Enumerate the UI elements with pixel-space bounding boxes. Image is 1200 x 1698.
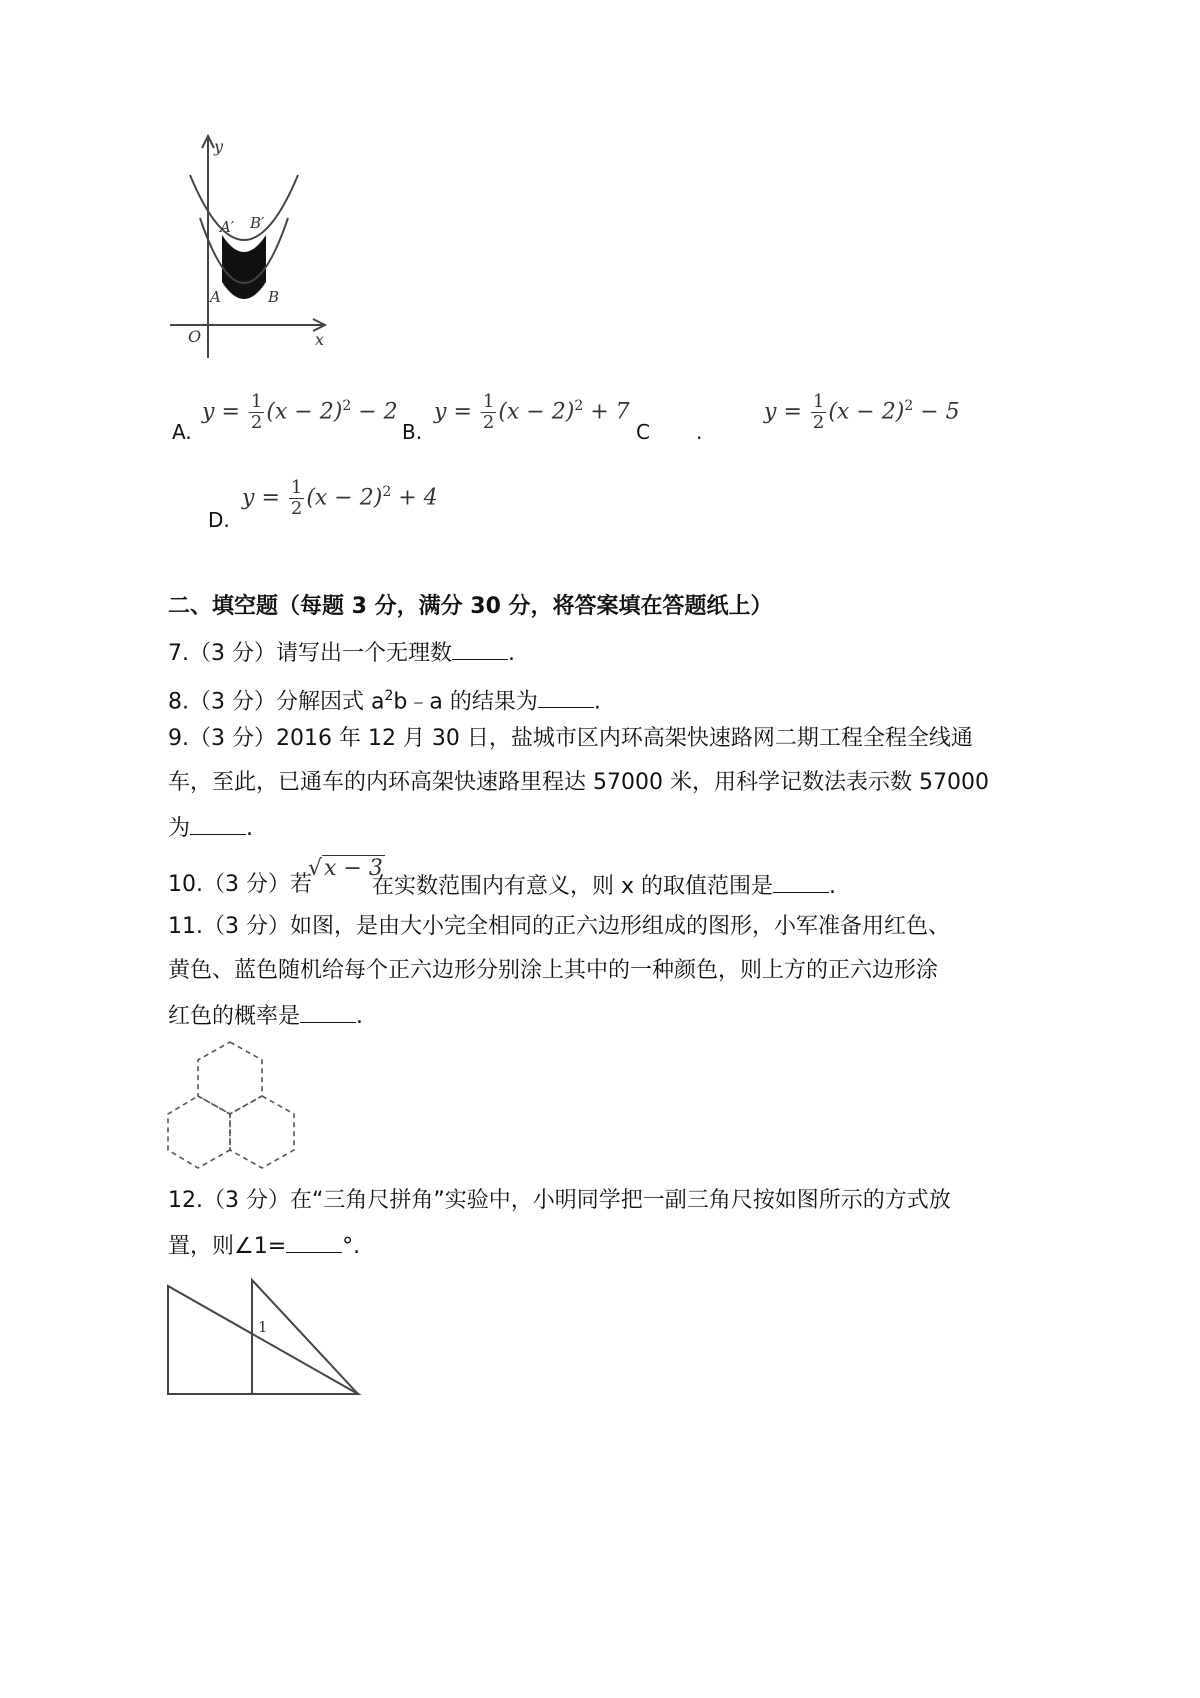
question-11-text: 红色的概率是 bbox=[168, 1004, 301, 1029]
answer-blank bbox=[538, 685, 594, 708]
answer-blank bbox=[286, 1230, 342, 1253]
origin-label: O bbox=[188, 327, 202, 346]
question-7-end: . bbox=[507, 641, 515, 666]
point-b-prime-label: B′ bbox=[250, 214, 265, 232]
option-b-equation bbox=[434, 392, 630, 433]
answer-blank bbox=[452, 637, 508, 660]
denominator: 2 bbox=[812, 412, 825, 433]
option-a-label: A. bbox=[172, 420, 192, 444]
question-10 bbox=[168, 870, 312, 900]
question-12-text: 置，则∠1= bbox=[168, 1234, 287, 1259]
answer-blank bbox=[773, 870, 829, 893]
bottom-right-hexagon bbox=[230, 1096, 294, 1168]
eq-tail: + 4 bbox=[391, 485, 438, 511]
numerator: 1 bbox=[812, 391, 825, 412]
option-c bbox=[636, 420, 650, 444]
eq-tail: + 7 bbox=[583, 399, 630, 425]
numerator: 1 bbox=[482, 391, 495, 412]
denominator: 2 bbox=[482, 412, 495, 433]
eq-y: y bbox=[242, 485, 255, 511]
angle-1-label: 1 bbox=[258, 1318, 268, 1336]
question-8 bbox=[168, 681, 601, 717]
answer-blank bbox=[190, 812, 246, 835]
upper-parabola bbox=[190, 175, 298, 240]
question-11-line-3 bbox=[168, 1000, 363, 1032]
denominator: 2 bbox=[250, 412, 263, 433]
question-12-end: °. bbox=[342, 1234, 361, 1259]
question-9-text: 为 bbox=[168, 816, 191, 841]
section-heading: 二、填空题（每题 3 分，满分 30 分，将答案填在答题纸上） bbox=[168, 594, 773, 619]
question-9-end: . bbox=[246, 816, 254, 841]
bottom-left-hexagon bbox=[168, 1096, 230, 1168]
eq-body: (x − 2) bbox=[498, 399, 575, 425]
point-a-prime-label: A′ bbox=[220, 218, 235, 236]
top-hexagon bbox=[198, 1042, 262, 1114]
denominator: 2 bbox=[290, 498, 303, 519]
option-a bbox=[172, 420, 192, 444]
eq-tail: − 2 bbox=[351, 399, 398, 425]
question-8-end: . bbox=[593, 689, 601, 715]
numerator: 1 bbox=[250, 391, 263, 412]
x-axis-label: x bbox=[315, 330, 325, 349]
eq-body: (x − 2) bbox=[828, 399, 905, 425]
eq-body: (x − 2) bbox=[266, 399, 343, 425]
fraction bbox=[289, 478, 304, 519]
radicand: x − 3 bbox=[324, 856, 383, 881]
option-c-dot bbox=[696, 420, 702, 444]
question-11-line-2: 黄色、蓝色随机给每个正六边形分别涂上其中的一种颜色，则上方的正六边形涂 bbox=[168, 958, 939, 983]
eq-sign: = bbox=[783, 399, 802, 425]
question-10-end: . bbox=[829, 874, 837, 899]
hexagon-figure bbox=[166, 1040, 306, 1170]
exponent: 2 bbox=[382, 484, 392, 501]
numerator: 1 bbox=[290, 477, 303, 498]
question-9-line-1: 9.（3 分）2016 年 12 月 30 日，盐城市区内环高架快速路网二期工程全程全线通 bbox=[168, 726, 973, 751]
option-b-label: B. bbox=[402, 420, 423, 444]
question-10-text-pre: 10.（3 分）若 bbox=[168, 872, 312, 897]
point-a-label: A bbox=[210, 288, 221, 306]
eq-body: (x − 2) bbox=[306, 485, 383, 511]
option-d bbox=[208, 508, 230, 532]
eq-tail: − 5 bbox=[913, 399, 960, 425]
option-d-equation bbox=[242, 478, 438, 519]
fraction bbox=[811, 392, 826, 433]
point-b-label: B bbox=[268, 288, 280, 306]
radical-sign-icon: √ bbox=[308, 856, 323, 881]
small-triangle bbox=[252, 1280, 358, 1394]
eq-y: y bbox=[202, 399, 215, 425]
question-8-exponent: 2 bbox=[384, 688, 394, 704]
eq-y: y bbox=[434, 399, 447, 425]
answer-blank bbox=[300, 1000, 356, 1023]
question-9-line-3 bbox=[168, 812, 253, 844]
question-10-text-post: 在实数范围内有意义，则 x 的取值范围是 bbox=[372, 874, 774, 899]
large-triangle bbox=[168, 1286, 358, 1394]
exponent: 2 bbox=[574, 398, 584, 415]
option-d-label: D. bbox=[208, 508, 230, 532]
option-b bbox=[402, 420, 422, 444]
question-7-text: 7.（3 分）请写出一个无理数 bbox=[168, 641, 452, 666]
exponent: 2 bbox=[342, 398, 352, 415]
eq-sign: = bbox=[453, 399, 472, 425]
shaded-region bbox=[222, 235, 266, 299]
y-axis-label: y bbox=[214, 137, 224, 156]
eq-sign: = bbox=[261, 485, 280, 511]
triangle-rulers-figure bbox=[164, 1276, 364, 1400]
question-7 bbox=[168, 637, 515, 669]
option-c-label: C bbox=[636, 420, 650, 444]
question-12-line-2 bbox=[168, 1230, 360, 1262]
option-c-dot-text: . bbox=[696, 420, 703, 444]
fraction bbox=[249, 392, 264, 433]
question-9-line-2: 车，至此，已通车的内环高架快速路里程达 57000 米，用科学记数法表示数 57000 bbox=[168, 770, 989, 795]
question-8-text-pre: 8.（3 分）分解因式 a bbox=[168, 689, 385, 715]
eq-y: y bbox=[764, 399, 777, 425]
question-11-end: . bbox=[356, 1004, 364, 1029]
question-8-text-post: b﹣a 的结果为 bbox=[393, 689, 538, 715]
option-a-equation bbox=[202, 392, 398, 433]
fraction bbox=[481, 392, 496, 433]
question-11-line-1: 11.（3 分）如图，是由大小完全相同的正六边形组成的图形，小军准备用红色、 bbox=[168, 914, 950, 939]
question-10-rest bbox=[372, 870, 836, 902]
question-12-line-1: 12.（3 分）在“三角尺拼角”实验中，小明同学把一副三角尺按如图所示的方式放 bbox=[168, 1188, 951, 1213]
eq-sign: = bbox=[221, 399, 240, 425]
option-c-equation bbox=[764, 392, 960, 433]
parabola-figure bbox=[160, 130, 360, 370]
exponent: 2 bbox=[904, 398, 914, 415]
